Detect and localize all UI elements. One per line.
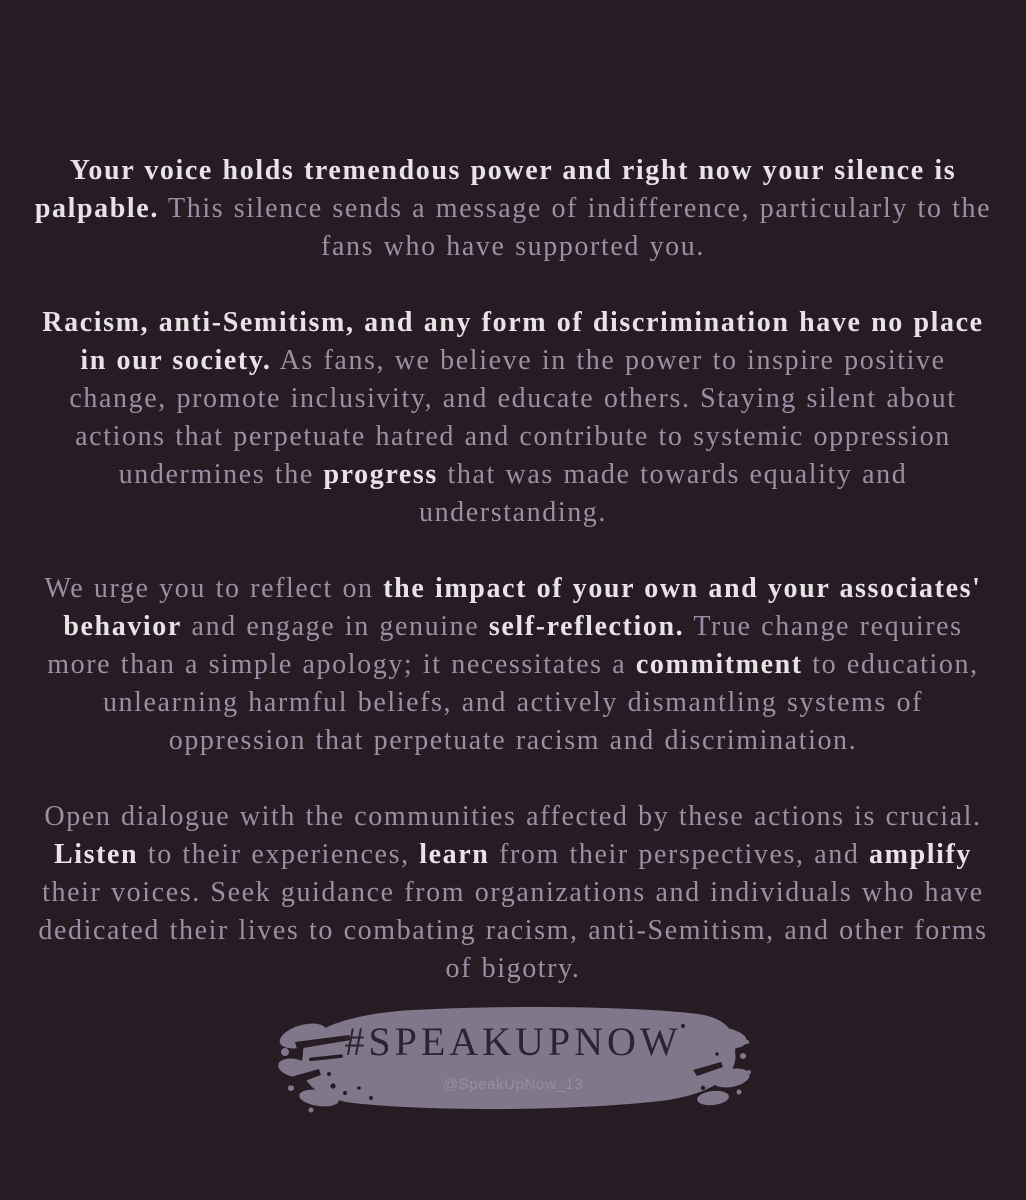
text-run: Open dialogue with the communities affected by these actions is crucial. <box>44 801 982 832</box>
text-run: We urge you to reflect on <box>44 573 384 604</box>
paragraph <box>31 798 995 988</box>
text-run: learn <box>419 839 490 870</box>
text-run: amplify <box>869 839 973 870</box>
text-run: True change requires more than a simple apology; it necessitates a <box>47 611 963 680</box>
text-run: self-reflection. <box>488 611 685 642</box>
hashtag-text: #SPEAKUPNOW <box>344 1019 682 1064</box>
social-handle: @SpeakUpNow_13 <box>442 1076 584 1093</box>
paragraph <box>31 304 995 532</box>
text-run: and engage in genuine <box>181 611 489 642</box>
text-run: to their experiences, <box>138 839 420 870</box>
poster-body <box>31 152 995 988</box>
text-run: the impact of your own and your associates' behavior <box>63 573 982 642</box>
text-run: to education, unlearning harmful beliefs, and actively dismantling systems of oppression that perpetuate racism and discrimination. <box>102 649 979 756</box>
text-run: progress <box>323 459 438 490</box>
paragraph <box>31 152 995 266</box>
hashtag-banner <box>273 1000 753 1118</box>
text-run: Listen <box>53 839 139 870</box>
text-run: As fans, we believe in the power to inspire positive change, promote inclusivity, and educate others. Staying silent about actions that perpetuate hatred and contribute to systemic oppression undermines the <box>69 345 957 490</box>
text-run: from their perspectives, and <box>489 839 870 870</box>
text-run: that was made towards equality and understanding. <box>418 459 908 528</box>
text-run: their voices. Seek guidance from organizations and individuals who have dedicated their lives to combating racism, anti-Semitism, and other forms of bigotry. <box>38 877 988 984</box>
text-run: This silence sends a message of indifference, particularly to the fans who have supported you. <box>158 193 992 262</box>
text-run: commitment <box>635 649 803 680</box>
paragraph <box>31 570 995 760</box>
text-run: Racism, anti-Semitism, and any form of discrimination have no place in our society. <box>42 307 984 376</box>
text-run: Your voice holds tremendous power and right now your silence is palpable. <box>34 155 957 224</box>
